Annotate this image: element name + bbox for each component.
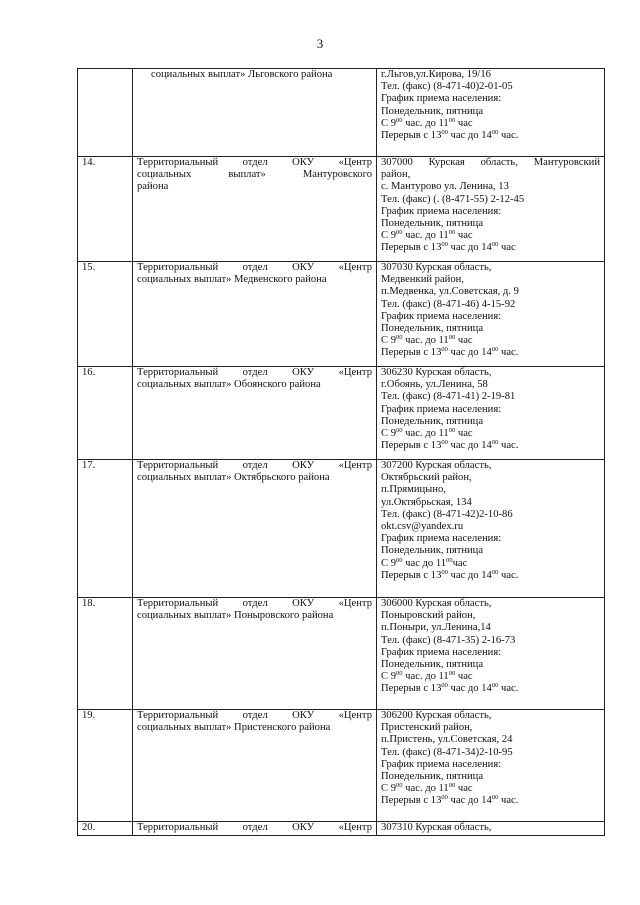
break-hours: Перерыв с $13^{00}$ час до $14^{00}$ час. <box>381 568 519 581</box>
table-row <box>78 262 605 367</box>
reception-hours: С $9^{00}$ час. до $11^{00}$ час <box>381 116 473 129</box>
table-row <box>78 822 605 836</box>
address-cell: 306230 Курская область, г.Обоянь, ул.Ленина, 58 Тел. (факс) (8-471-41) 2-19-81 График приема населения: Понедельник, пятница С $9^{00}$ час. до $11^{00}$ час Перерыв с $13^{00}$ час до $14^{00}$ час. <box>377 367 605 460</box>
reception-hours: С $9^{00}$ час. до $11^{00}$ час <box>381 782 473 795</box>
row-number-cell <box>78 69 133 157</box>
row-number-cell: 17. <box>78 460 133 598</box>
address-cell: 307030 Курская область, Медвенкий район, п.Медвенка, ул.Советская, д. 9 Тел. (факс) (8-471-46) 4-15-92 График приема населения: Понедельник, пятница С $9^{00}$ час. до $11^{00}$ час Перерыв с $13^{00}$ час до $14^{00}$ час. <box>377 262 605 367</box>
row-number-cell: 16. <box>78 367 133 460</box>
row-number-cell: 20. <box>78 822 133 836</box>
break-hours: Перерыв с $13^{00}$ час до $14^{00}$ час <box>381 241 516 254</box>
organization-name-cell: Территориальный отдел ОКУ «Центр социальных выплат» Поныровского района <box>133 598 377 710</box>
break-hours: Перерыв с $13^{00}$ час до $14^{00}$ час. <box>381 346 519 359</box>
reception-hours: С $9^{00}$ час. до $11^{00}$ час <box>381 670 473 683</box>
table-row <box>78 157 605 262</box>
row-number-cell: 14. <box>78 157 133 262</box>
registry-table <box>77 68 605 836</box>
break-hours: Перерыв с $13^{00}$ час до $14^{00}$ час. <box>381 129 519 142</box>
break-hours: Перерыв с $13^{00}$ час до $14^{00}$ час. <box>381 794 519 807</box>
address-cell: 307310 Курская область, <box>377 822 605 836</box>
address-cell: 307000 Курская область, Мантуровский район, с. Мантурово ул. Ленина, 13 Тел. (факс) (. (8-471-55) 2-12-45 График приема населения: Понедельник, пятница С $9^{00}$ час. до $11^{00}$ час Перерыв с $13^{00}$ час до $14^{00}$ час <box>377 157 605 262</box>
table-row <box>78 367 605 460</box>
table-row <box>78 69 605 157</box>
organization-name-cell: социальных выплат» Льговского района <box>133 69 377 157</box>
break-hours: Перерыв с $13^{00}$ час до $14^{00}$ час. <box>381 439 519 452</box>
reception-hours: С $9^{00}$ час. до $11^{00}$ час <box>381 427 473 440</box>
row-number-cell: 19. <box>78 710 133 822</box>
email-text: okt.csv@yandex.ru <box>381 521 464 533</box>
page-number: 3 <box>316 36 324 51</box>
reception-hours: С $9^{00}$ час. до $11^{00}$ час <box>381 334 473 347</box>
reception-hours: С $9^{00}$ час. до $11^{00}$ час <box>381 229 473 242</box>
address-cell: 307200 Курская область, Октябрьский район, п.Прямицыно, ул.Октябрьская, 134 Тел. (факс) (8-471-42)2-10-86 okt.csv@yandex.ru График приема населения: Понедельник, пятница С $9^{00}$ час до $11^{00}час$ Перерыв с $13^{00}$ час до $14^{00}$ час. <box>377 460 605 598</box>
address-cell: 306200 Курская область, Пристенский район, п.Пристень, ул.Советская, 24 Тел. (факс) (8-471-34)2-10-95 График приема населения: Понедельник, пятница С $9^{00}$ час. до $11^{00}$ час Перерыв с $13^{00}$ час до $14^{00}$ час. <box>377 710 605 822</box>
row-number-cell: 18. <box>78 598 133 710</box>
organization-name-cell: Территориальный отдел ОКУ «Центр социальных выплат» Октябрьского района <box>133 460 377 598</box>
organization-name-cell: Территориальный отдел ОКУ «Центр социальных выплат» Пристенского района <box>133 710 377 822</box>
organization-name-cell: Территориальный отдел ОКУ «Центр социальных выплат» Обоянского района <box>133 367 377 460</box>
organization-name-cell: Территориальный отдел ОКУ «Центр <box>133 822 377 836</box>
table-row <box>78 598 605 710</box>
reception-hours: С $9^{00}$ час до $11^{00}час$ <box>381 556 468 569</box>
table-row <box>78 460 605 598</box>
address-cell: 306000 Курская область, Поныровский район, п.Поныри, ул.Ленина,14 Тел. (факс) (8-471-35) 2-16-73 График приема населения: Понедельник, пятница С $9^{00}$ час. до $11^{00}$ час Перерыв с $13^{00}$ час до $14^{00}$ час. <box>377 598 605 710</box>
table-row <box>78 710 605 822</box>
address-cell: г.Льгов,ул.Кирова, 19/16 Тел. (факс) (8-471-40)2-01-05 График приема населения: Понедельник, пятница С $9^{00}$ час. до $11^{00}$ час Перерыв с $13^{00}$ час до $14^{00}$ час. <box>377 69 605 157</box>
break-hours: Перерыв с $13^{00}$ час до $14^{00}$ час. <box>381 682 519 695</box>
row-number-cell: 15. <box>78 262 133 367</box>
organization-name-cell: Территориальный отдел ОКУ «Центр социальных выплат» Медвенского района <box>133 262 377 367</box>
organization-name-cell: Территориальный отдел ОКУ «Центр социальных выплат» Мантуровского района <box>133 157 377 262</box>
